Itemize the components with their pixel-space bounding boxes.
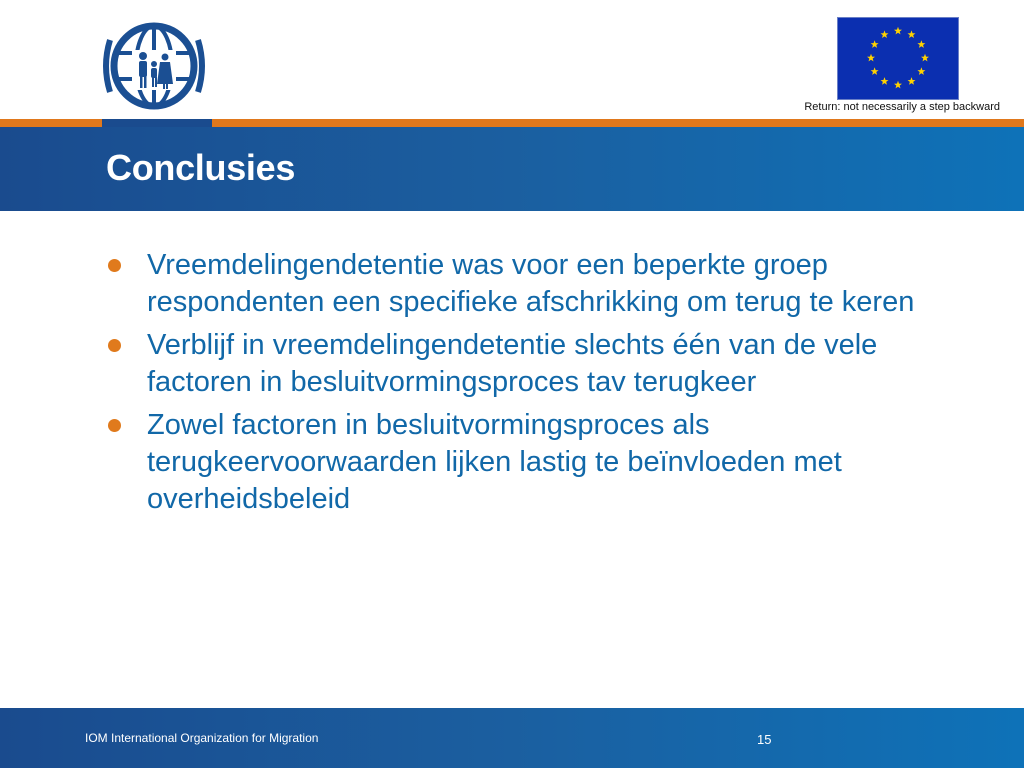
iom-logo-icon (102, 20, 210, 114)
bullet-dot-icon (108, 259, 121, 272)
eu-star-icon (917, 67, 925, 75)
eu-star-icon (908, 77, 916, 85)
eu-star-icon (881, 30, 889, 38)
eu-star-icon (917, 40, 925, 48)
eu-flag-icon (837, 17, 959, 100)
eu-star-icon (871, 40, 879, 48)
bullet-text: Zowel factoren in besluitvormingsproces als terugkeervoorwaarden lijken lastig te beïnvloeden met overheidsbeleid (147, 409, 842, 515)
bullet-item (100, 407, 960, 518)
page-number: 15 (757, 732, 772, 747)
bullet-item (100, 327, 960, 401)
eu-star-icon (894, 27, 902, 35)
divider-notch (102, 119, 212, 127)
eu-star-icon (908, 30, 916, 38)
eu-star-icon (921, 54, 929, 62)
footer-band (0, 708, 1024, 768)
slide-title: Conclusies (106, 147, 296, 188)
bullet-dot-icon (108, 419, 121, 432)
bullet-text: Vreemdelingendetentie was voor een beperkte groep respondenten een specifieke afschrikking om terug te keren (147, 249, 915, 318)
bullet-text: Verblijf in vreemdelingendetentie slechts één van de vele factoren in besluitvormingsproces tav terugkeer (147, 329, 878, 398)
bullet-list (100, 247, 960, 524)
eu-star-icon (867, 54, 875, 62)
bullet-dot-icon (108, 339, 121, 352)
bullet-item (100, 247, 960, 321)
footer-organization: IOM International Organization for Migration (85, 731, 319, 745)
eu-star-icon (894, 81, 902, 89)
eu-star-icon (881, 77, 889, 85)
tagline: Return: not necessarily a step backward (804, 101, 1000, 113)
eu-star-icon (871, 67, 879, 75)
